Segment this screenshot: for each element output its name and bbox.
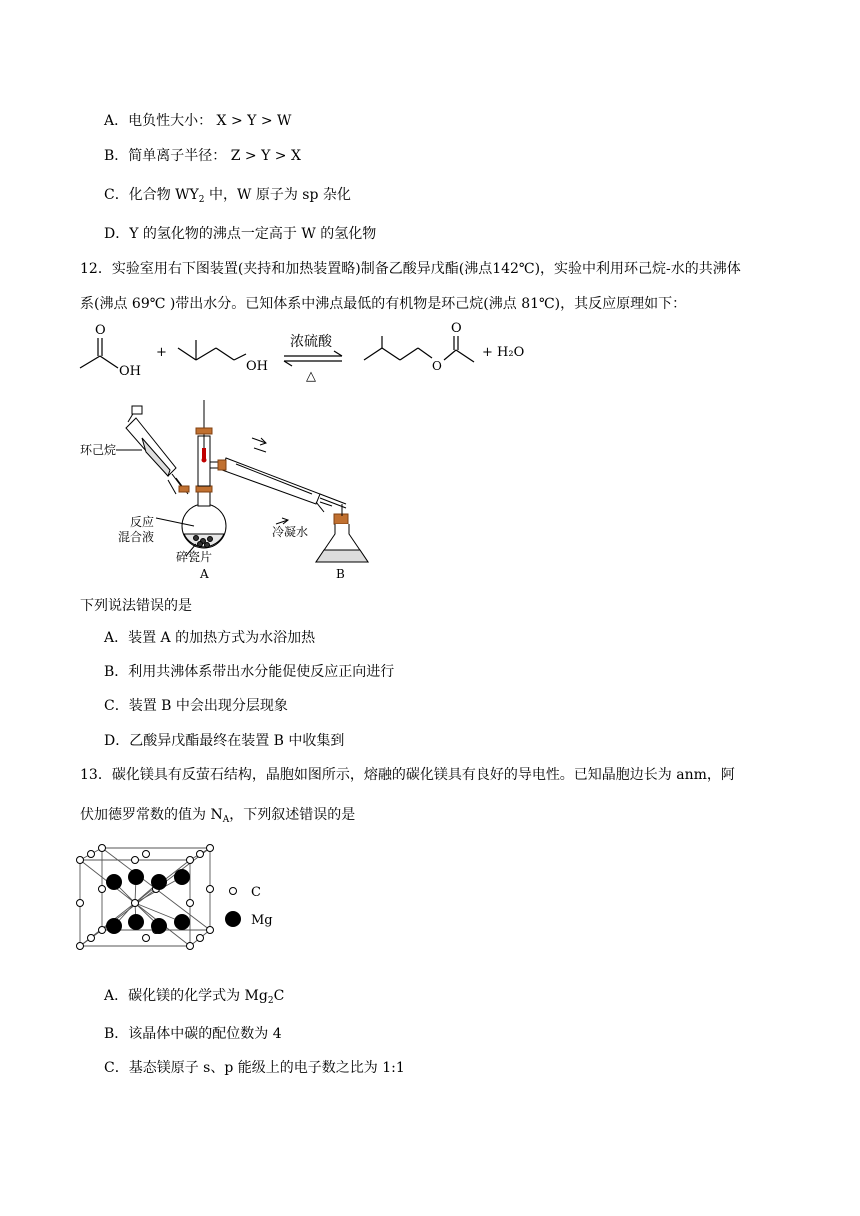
catalyst-label: 浓硫酸	[290, 334, 332, 350]
magnesium-atom	[128, 914, 144, 930]
acetic-acid-carbonyl-o: O	[95, 323, 106, 338]
carbon-atom	[187, 900, 194, 907]
label-b: B	[336, 567, 345, 581]
conical-flask	[316, 504, 368, 562]
water-product: + H₂O	[482, 345, 525, 360]
magnesium-atom	[151, 918, 167, 934]
carbon-atom	[143, 935, 150, 942]
legend-mg-marker	[225, 911, 241, 927]
label-porcelain-chips: 碎瓷片	[176, 550, 213, 564]
q13-stem-line2	[80, 805, 355, 830]
q13-option-a-sub: 2	[267, 996, 274, 1006]
label-mixture: 混合液	[118, 530, 155, 544]
q13-option-b: B．该晶体中碳的配位数为 4	[104, 1026, 282, 1042]
magnesium-atom	[128, 869, 144, 885]
q12-option-a: A．装置 A 的加热方式为水浴加热	[104, 630, 316, 646]
carbon-atom	[99, 886, 106, 893]
q11-option-c	[104, 185, 351, 210]
carbon-atom	[207, 927, 214, 934]
q11-option-b: B．简单离子半径： Z > Y > X	[104, 148, 301, 164]
ester-oxygen: O	[432, 359, 442, 373]
magnesium-atom	[174, 914, 190, 930]
q11-option-a: A．电负性大小： X > Y > W	[104, 113, 292, 129]
q13-stem-line2-sub: A	[222, 815, 230, 825]
legend-mg-label: Mg	[251, 913, 273, 928]
q13-option-c: C．基态镁原子 s、p 能级上的电子数之比为 1:1	[104, 1060, 405, 1076]
q12-option-c: C．装置 B 中会出现分层现象	[104, 698, 288, 714]
acetic-acid-structure	[80, 338, 118, 368]
q11-option-c-pre: C．化合物 WY	[104, 187, 199, 203]
carbon-atom	[197, 851, 204, 858]
carbon-atom	[207, 886, 214, 893]
q13-stem-line1: 13．碳化镁具有反萤石结构，晶胞如图所示，熔融的碳化镁具有良好的导电性。已知晶胞边长为 anm，阿	[80, 767, 735, 783]
carbon-atom	[77, 943, 84, 950]
plus-sign: +	[156, 345, 167, 360]
equilibrium-arrow	[284, 351, 342, 366]
carbon-atom	[143, 851, 150, 858]
carbon-atom	[88, 935, 95, 942]
q11-option-d: D．Y 的氢化物的沸点一定高于 W 的氢化物	[104, 226, 377, 242]
carbon-atom	[132, 857, 139, 864]
isoamyl-alcohol-structure	[178, 340, 246, 360]
magnesium-atom	[151, 874, 167, 890]
carbon-atom	[132, 900, 139, 907]
carbon-atom	[207, 845, 214, 852]
apparatus-diagram	[76, 398, 376, 584]
carbon-atom	[187, 943, 194, 950]
isoamyl-acetate-structure	[364, 336, 474, 362]
ester-carbonyl-o: O	[451, 321, 462, 336]
label-a: A	[200, 567, 209, 581]
heat-symbol: △	[306, 369, 316, 384]
magnesium-atom	[106, 874, 122, 890]
condenser	[218, 448, 346, 512]
q11-option-c-sub: 2	[198, 195, 205, 205]
carbon-atom	[99, 845, 106, 852]
magnesium-atom	[106, 918, 122, 934]
q12-stem-line2: 系(沸点 69℃ )带出水分。已知体系中沸点最低的有机物是环己烷(沸点 81℃)，其反应原理如下：	[80, 296, 687, 312]
isoamyl-alcohol-oh: OH	[246, 359, 268, 374]
label-cold-water: 冷凝水	[272, 525, 309, 539]
q12-option-b: B．利用共沸体系带出水分能促使反应正向进行	[104, 664, 395, 680]
carbon-atom	[77, 857, 84, 864]
q12-prompt: 下列说法错误的是	[80, 598, 192, 614]
label-cyclohexane: 环己烷	[80, 443, 117, 457]
carbon-atom	[88, 851, 95, 858]
carbon-atom	[187, 857, 194, 864]
water-separator	[196, 400, 224, 486]
q13-option-a	[104, 986, 284, 1011]
label-reaction: 反应	[130, 515, 155, 529]
legend-c-label: C	[251, 885, 261, 900]
q11-option-c-post: 中，W 原子为 sp 杂化	[204, 187, 351, 203]
q12-stem-line1: 12．实验室用右下图装置(夹持和加热装置略)制备乙酸异戊酯(沸点142℃)，实验中利用环己烷-水的共沸体	[80, 261, 741, 277]
q12-option-d: D．乙酸异戊酯最终在装置 B 中收集到	[104, 733, 345, 749]
q13-stem-line2-post: ，下列叙述错误的是	[229, 807, 356, 823]
legend-c-marker	[230, 888, 237, 895]
carbon-atom	[77, 900, 84, 907]
acetic-acid-oh: OH	[119, 364, 141, 379]
q13-option-a-pre: A．碳化镁的化学式为 Mg	[104, 988, 268, 1004]
q13-option-a-post: C	[273, 988, 285, 1004]
q13-stem-line2-pre: 伏加德罗常数的值为 N	[80, 807, 223, 823]
magnesium-atom	[174, 869, 190, 885]
crystal-cell-diagram	[74, 842, 294, 966]
carbon-atom	[197, 935, 204, 942]
reaction-scheme	[70, 318, 540, 388]
carbon-atom	[99, 927, 106, 934]
round-bottom-flask	[182, 486, 226, 548]
